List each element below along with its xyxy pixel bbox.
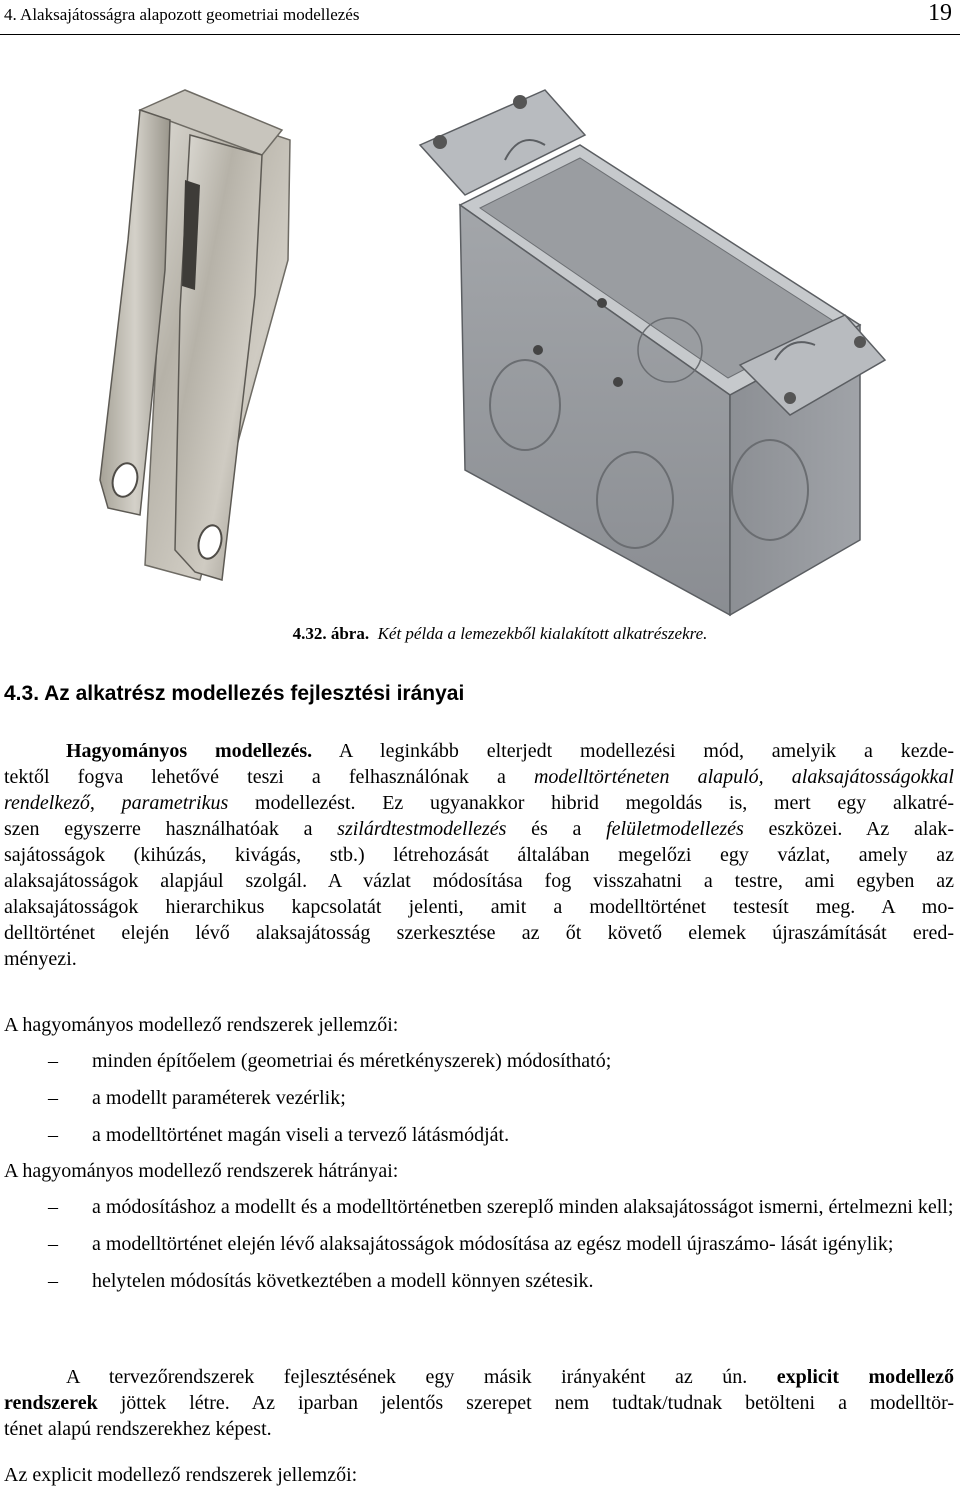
list-item xyxy=(4,1194,954,1220)
chapter-title: 4. Alaksajátosságra alapozott geometriai modellezés xyxy=(4,5,360,24)
term-bold: rendszerek xyxy=(4,1392,98,1414)
term-bold: Hagyományos modellezés. xyxy=(66,740,313,762)
text-line: ténet alapú rendszerekhez képest. xyxy=(4,1418,272,1440)
text-line: ismerni, értelmezni kell; xyxy=(758,1196,954,1218)
list-intro-disadvantages: A hagyományos modellező rendszerek hátrányai: xyxy=(4,1160,399,1182)
text-line: helytelen módosítás következtében a modell könnyen szétesik. xyxy=(92,1270,594,1292)
text-line xyxy=(4,738,954,764)
text-run: szen egyszerre használhatóak a xyxy=(4,818,338,840)
list-item: – a modelltörténet magán viseli a tervező látásmódját. xyxy=(4,1122,954,1148)
text-run: A leginkább elterjedt modellezési mód, amelyik a kezde- xyxy=(312,740,954,762)
text-line: delltörténet elején lévő alaksajátosság szerkesztése az őt követő elemek újraszámítását ered- xyxy=(4,922,954,944)
page-number: 19 xyxy=(928,0,952,26)
figure-caption-text: Két példa a lemezekből kialakított alkatrészekre. xyxy=(377,624,708,643)
list-item: – minden építőelem (geometriai és méretkényszerek) módosítható; xyxy=(4,1048,954,1074)
list-item: – a modellt paraméterek vezérlik; xyxy=(4,1085,954,1111)
list-item xyxy=(4,1268,954,1294)
figure-sheet-metal-parts xyxy=(0,60,960,620)
list-intro-features: A hagyományos modellező rendszerek jellemzői: xyxy=(4,1014,399,1036)
running-header xyxy=(0,0,960,35)
text-line: lását igénylik; xyxy=(780,1233,894,1255)
text-run: jöttek létre. Az iparban jelentős szerepet nem tudtak/tudnak betölteni a modelltör- xyxy=(97,1392,954,1414)
text-run: , xyxy=(89,792,122,814)
text-line xyxy=(4,1364,954,1390)
term-italic: rendelkező xyxy=(4,792,90,814)
text-run: modellezést. Ez ugyanakkor hibrid megoldás is, mert egy alkatré- xyxy=(228,792,955,814)
term-italic: parametrikus xyxy=(121,792,229,814)
text-line: a modelltörténet elején lévő alaksajátosságok módosítása az egész modell újraszámo- xyxy=(92,1233,776,1255)
section-heading: 4.3. Az alkatrész modellezés fejlesztési irányai xyxy=(4,682,465,705)
term-bold: explicit modellező xyxy=(776,1366,954,1388)
bracket-part xyxy=(100,90,290,580)
text-line xyxy=(4,790,954,816)
paragraph-explicit-features: Az explicit modellező rendszerek jellemzői: xyxy=(4,1464,358,1486)
term-italic: felületmodellezés xyxy=(606,818,744,840)
text-line xyxy=(4,764,954,790)
text-run: A tervezőrendszerek fejlesztésének egy másik irányaként az ún. xyxy=(66,1366,777,1388)
text-line xyxy=(4,1390,954,1416)
text-line: sajátosságok (kihúzás, kivágás, stb.) létrehozását általában megelőzi egy vázlat, amely az xyxy=(4,844,954,866)
figure-caption xyxy=(0,624,960,644)
text-line: ményezi. xyxy=(4,948,77,970)
features-list xyxy=(4,1048,954,1148)
disadvantages-list xyxy=(4,1194,954,1294)
text-line xyxy=(4,816,954,842)
text-run: eszközei. Az alak- xyxy=(743,818,954,840)
electrical-box-part xyxy=(420,90,885,615)
text-line: alaksajátosságok alapjául szolgál. A vázlat módosítása fog visszahatni a testre, ami egyben az xyxy=(4,870,954,892)
list-item xyxy=(4,1231,954,1257)
text-line: a módosításhoz a modellt és a modelltörténetben szereplő minden alaksajátosságot xyxy=(92,1196,754,1218)
paragraph-traditional-modeling xyxy=(4,738,954,972)
text-run: tektől fogva lehetővé teszi a felhasználónak a xyxy=(4,766,534,788)
term-italic: modelltörténeten alapuló, alaksajátosságokkal xyxy=(533,766,954,788)
paragraph-explicit-modeling xyxy=(4,1364,954,1442)
term-italic: szilárdtestmodellezés xyxy=(337,818,507,840)
text-run: és a xyxy=(506,818,607,840)
text-line: alaksajátosságok hierarchikus kapcsolatát jelenti, amit a modelltörténet testesít meg. A mo- xyxy=(4,896,954,918)
figure-number: 4.32. ábra. xyxy=(292,624,370,643)
